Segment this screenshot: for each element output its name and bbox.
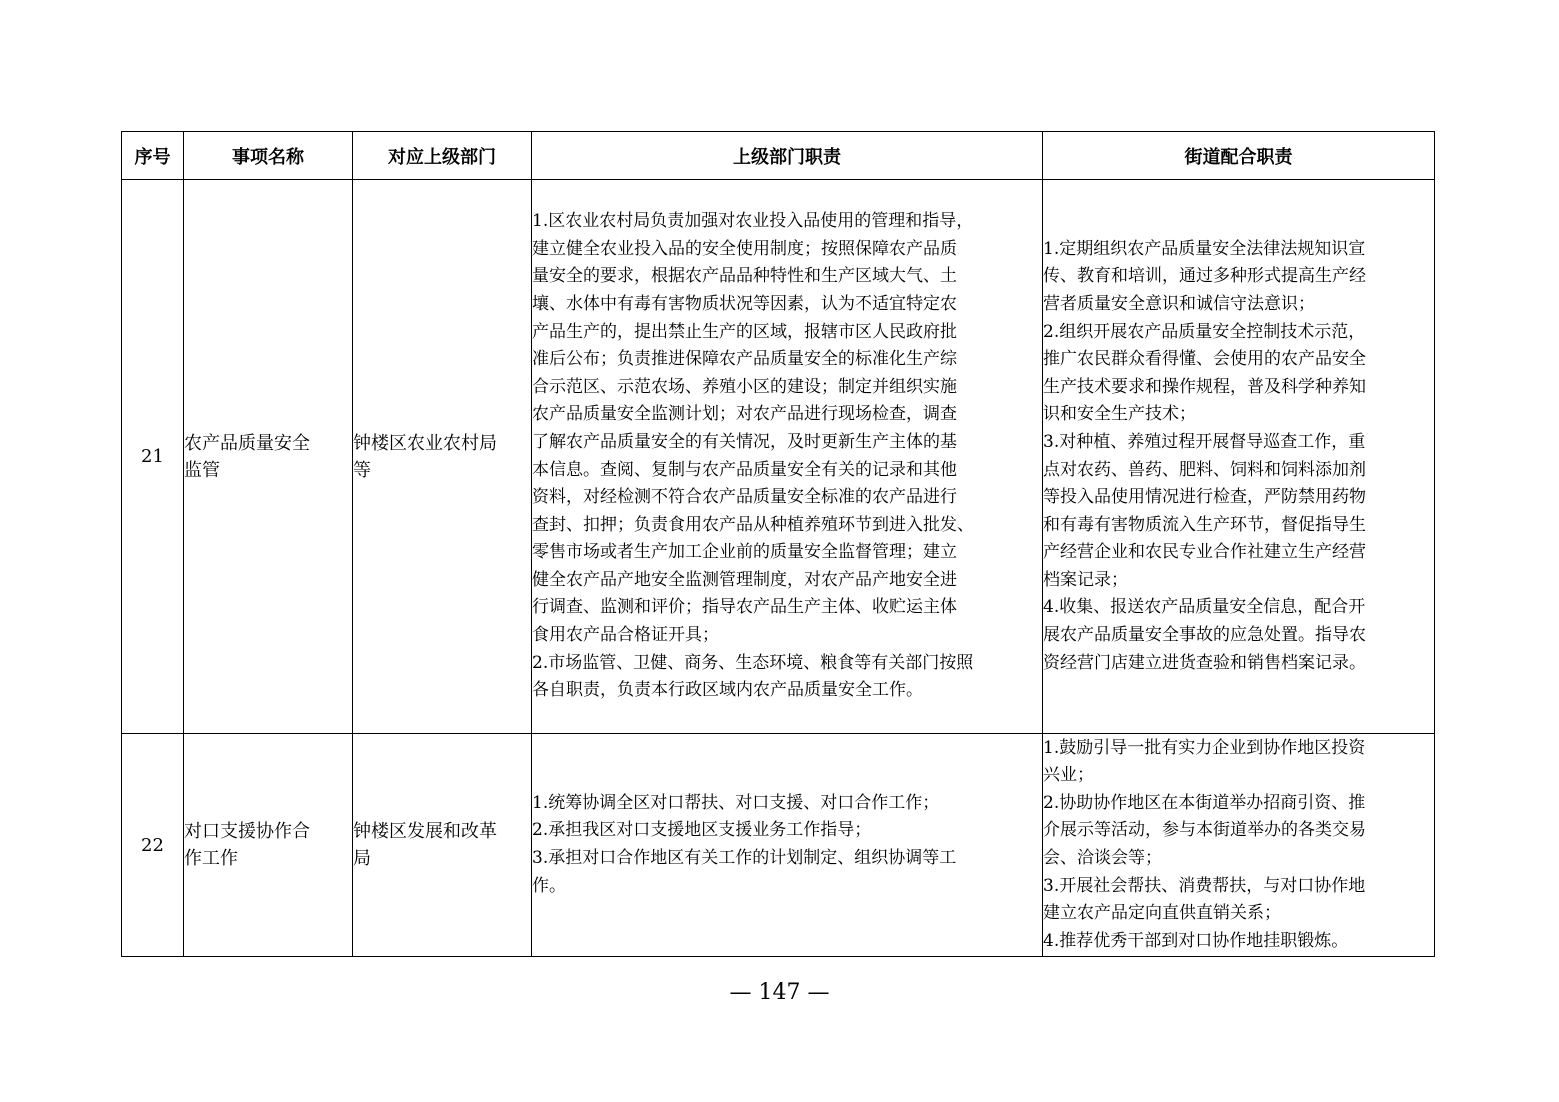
header-item-name: 事项名称 — [184, 132, 353, 180]
table-row — [122, 734, 1435, 957]
duty-line: 各自职责，负责本行政区域内农产品质量安全工作。 — [532, 680, 923, 701]
duty-line: 准后公布；负责推进保障农产品质量安全的标准化生产综 — [532, 349, 957, 370]
department-line: 钟楼区发展和改革 — [353, 821, 497, 842]
cooperation-line: 兴业； — [1043, 765, 1094, 786]
duty-line: 食用农产品合格证开具； — [532, 625, 719, 646]
duty-line: 资料，对经检测不符合农产品质量安全标准的农产品进行 — [532, 487, 957, 508]
cooperation-line: 营者质量安全意识和诚信守法意识； — [1043, 293, 1315, 314]
row-number: 21 — [122, 180, 184, 734]
duty-line: 查封、扣押；负责食用农产品从种植养殖环节到进入批发、 — [532, 514, 974, 535]
street-cooperation-cell — [1043, 180, 1435, 734]
duty-line: 壤、水体中有毒有害物质状况等因素，认为不适宜特定农 — [532, 293, 957, 314]
department-duty-cell — [532, 734, 1043, 957]
duty-line: 产品生产的，提出禁止生产的区域，报辖市区人民政府批 — [532, 321, 957, 342]
cooperation-line: 推广农民群众看得懂、会使用的农产品安全 — [1043, 349, 1366, 370]
street-cooperation-cell — [1043, 734, 1435, 957]
header-department-duty: 上级部门职责 — [532, 132, 1043, 180]
item-name-line: 农产品质量安全 — [184, 432, 310, 454]
cooperation-line: 3.开展社会帮扶、消费帮扶，与对口协作地 — [1043, 875, 1366, 896]
row-number: 22 — [122, 734, 184, 957]
cooperation-line: 2.组织开展农产品质量安全控制技术示范， — [1043, 321, 1366, 342]
cooperation-line: 1.定期组织农产品质量安全法律法规知识宣 — [1043, 238, 1366, 259]
duty-line: 本信息。查阅、复制与农产品质量安全有关的记录和其他 — [532, 459, 957, 480]
item-name-cell — [184, 180, 353, 734]
cooperation-line: 会、洽谈会等； — [1043, 848, 1162, 868]
table-header-row — [122, 132, 1435, 180]
cooperation-line: 介展示等活动，参与本街道举办的各类交易 — [1043, 820, 1366, 841]
department-line: 等 — [353, 459, 371, 481]
cooperation-line: 建立农产品定向直供直销关系； — [1043, 903, 1281, 924]
cooperation-line: 等投入品使用情况进行检查，严防禁用药物 — [1043, 487, 1366, 508]
cooperation-line: 传、教育和培训，通过多种形式提高生产经 — [1043, 266, 1366, 287]
department-line: 钟楼区农业农村局 — [353, 432, 497, 454]
item-name-line: 作工作 — [184, 848, 238, 869]
cooperation-line: 2.协助协作地区在本街道举办招商引资、推 — [1043, 792, 1366, 813]
item-name-line: 对口支援协作合 — [184, 821, 310, 842]
duty-line: 建立健全农业投入品的安全使用制度；按照保障农产品质 — [532, 238, 957, 259]
header-department: 对应上级部门 — [353, 132, 532, 180]
cooperation-line: 资经营门店建立进货查验和销售档案记录。 — [1043, 652, 1366, 673]
page-number: — 147 — — [729, 980, 830, 1005]
cooperation-line: 展农产品质量安全事故的应急处置。指导农 — [1043, 625, 1366, 646]
department-cell — [353, 180, 532, 734]
duty-line: 零售市场或者生产加工企业前的质量安全监督管理；建立 — [532, 542, 957, 563]
department-duty-cell — [532, 180, 1043, 734]
cooperation-line: 识和安全生产技术； — [1043, 404, 1196, 425]
cooperation-line: 4.推荐优秀干部到对口协作地挂职锻炼。 — [1043, 930, 1349, 951]
department-cell — [353, 734, 532, 957]
cooperation-line: 3.对种植、养殖过程开展督导巡查工作，重 — [1043, 431, 1366, 452]
item-name-line: 监管 — [184, 459, 220, 481]
duty-line: 2.市场监管、卫健、商务、生态环境、粮食等有关部门按照 — [532, 652, 974, 673]
cooperation-line: 1.鼓励引导一批有实力企业到协作地区投资 — [1043, 737, 1366, 758]
duty-line: 合示范区、示范农场、养殖小区的建设；制定并组织实施 — [532, 376, 957, 397]
cooperation-line: 4.收集、报送农产品质量安全信息，配合开 — [1043, 597, 1366, 618]
duty-line: 了解农产品质量安全的有关情况，及时更新生产主体的基 — [532, 431, 957, 452]
cooperation-line: 产经营企业和农民专业合作社建立生产经营 — [1043, 542, 1366, 563]
department-line: 局 — [353, 848, 371, 869]
duty-line: 1.区农业农村局负责加强对农业投入品使用的管理和指导， — [532, 211, 974, 232]
duty-line: 量安全的要求，根据农产品品种特性和生产区域大气、土 — [532, 266, 957, 287]
duty-line: 作。 — [532, 875, 566, 896]
header-street-cooperation: 街道配合职责 — [1043, 132, 1435, 180]
cooperation-line: 点对农药、兽药、肥料、饲料和饲料添加剂 — [1043, 459, 1366, 480]
cooperation-line: 生产技术要求和操作规程，普及科学种养知 — [1043, 376, 1366, 397]
duty-line: 行调查、监测和评价；指导农产品生产主体、收贮运主体 — [532, 597, 957, 618]
cooperation-line: 档案记录； — [1043, 569, 1128, 590]
item-name-cell — [184, 734, 353, 957]
duty-line: 2.承担我区对口支援地区支援业务工作指导； — [532, 820, 872, 841]
duty-table — [121, 131, 1435, 957]
duty-line: 3.承担对口合作地区有关工作的计划制定、组织协调等工 — [532, 848, 957, 868]
duty-line: 1.统筹协调全区对口帮扶、对口支援、对口合作工作； — [532, 792, 940, 813]
duty-line: 农产品质量安全监测计划；对农产品进行现场检查，调查 — [532, 404, 957, 425]
duty-line: 健全农产品产地安全监测管理制度，对农产品产地安全进 — [532, 569, 957, 590]
header-no: 序号 — [122, 132, 184, 180]
table-row — [122, 180, 1435, 734]
cooperation-line: 和有毒有害物质流入生产环节，督促指导生 — [1043, 514, 1366, 535]
